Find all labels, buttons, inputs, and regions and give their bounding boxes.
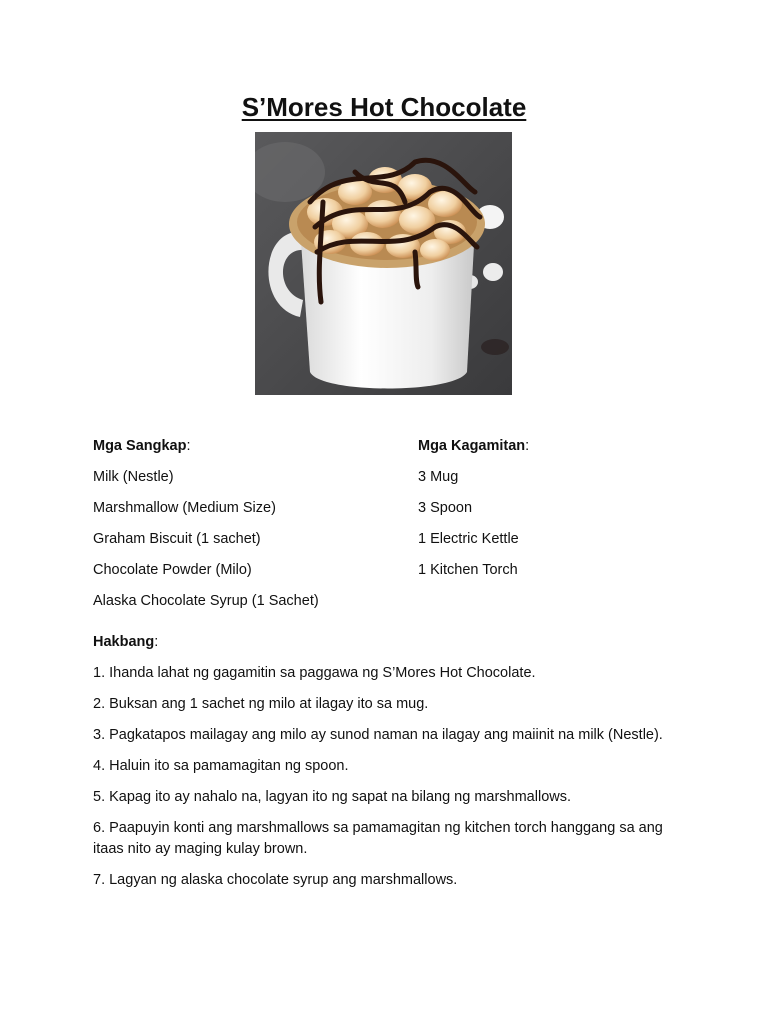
procedure-step: 2. Buksan ang 1 sachet ng milo at ilagay ito sa mug. bbox=[93, 696, 429, 712]
equipment-item: 3 Spoon bbox=[418, 500, 473, 516]
procedure-step: 4. Haluin ito sa pamamagitan ng spoon. bbox=[93, 758, 349, 774]
equipment-section bbox=[418, 436, 718, 591]
equipment-item: 1 Electric Kettle bbox=[418, 531, 519, 547]
ingredient-item: Marshmallow (Medium Size) bbox=[93, 500, 276, 516]
ingredient-item: Alaska Chocolate Syrup (1 Sachet) bbox=[93, 593, 319, 609]
procedure-step: 3. Pagkatapos mailagay ang milo ay sunod naman na ilagay ang maiinit na milk (Nestle). bbox=[93, 727, 663, 743]
procedure-heading-label: Hakbang bbox=[93, 634, 155, 650]
procedure-section bbox=[93, 632, 683, 901]
equipment-item: 1 Kitchen Torch bbox=[418, 562, 518, 578]
procedure-heading: Hakbang: bbox=[93, 634, 159, 650]
ingredient-item: Graham Biscuit (1 sachet) bbox=[93, 531, 261, 547]
page-title: S’Mores Hot Chocolate bbox=[241, 92, 527, 122]
ingredient-item: Milk (Nestle) bbox=[93, 469, 174, 485]
equipment-heading-label: Mga Kagamitan bbox=[418, 438, 526, 454]
equipment-item: 3 Mug bbox=[418, 469, 459, 485]
procedure-step: 6. Paapuyin konti ang marshmallows sa pamamagitan ng kitchen torch hanggang sa ang itaas nito ay maging kulay brown. bbox=[93, 820, 663, 857]
ingredients-heading: Mga Sangkap: bbox=[93, 438, 191, 454]
equipment-heading: Mga Kagamitan: bbox=[418, 438, 530, 454]
procedure-step: 7. Lagyan ng alaska chocolate syrup ang marshmallows. bbox=[93, 872, 458, 888]
ingredients-heading-label: Mga Sangkap bbox=[93, 438, 187, 454]
hot-chocolate-photo bbox=[255, 132, 512, 395]
ingredient-item: Chocolate Powder (Milo) bbox=[93, 562, 252, 578]
ingredients-section bbox=[93, 436, 403, 622]
procedure-step: 5. Kapag ito ay nahalo na, lagyan ito ng sapat na bilang ng marshmallows. bbox=[93, 789, 572, 805]
procedure-step: 1. Ihanda lahat ng gagamitin sa paggawa ng S’Mores Hot Chocolate. bbox=[93, 665, 536, 681]
